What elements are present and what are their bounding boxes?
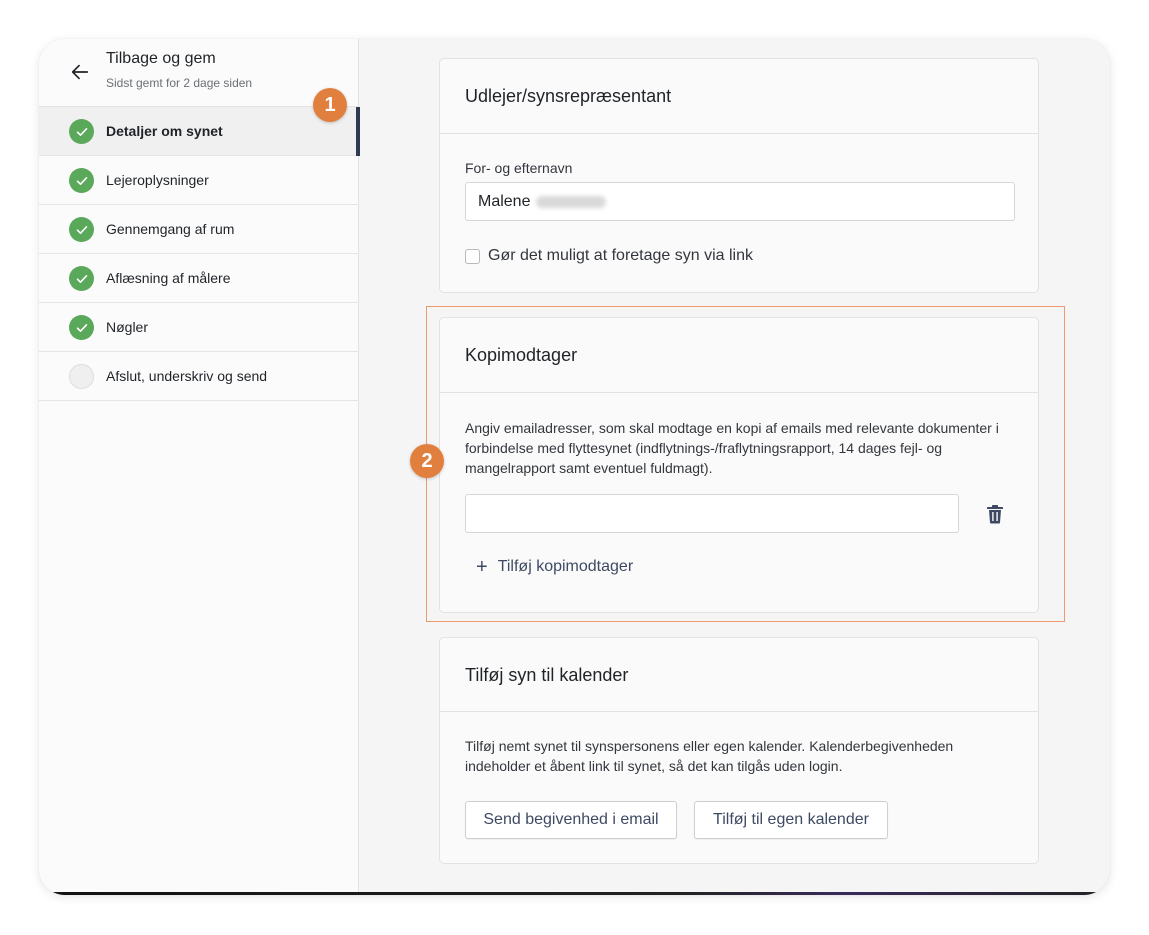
link-inspection-checkbox[interactable]	[465, 249, 480, 264]
card-title: Kopimodtager	[465, 345, 578, 365]
empty-circle-icon	[69, 364, 94, 389]
check-circle-icon	[69, 266, 94, 291]
sidebar-header[interactable]	[39, 39, 359, 107]
sidebar-item-label: Afslut, underskriv og send	[106, 368, 268, 384]
check-circle-icon	[69, 119, 94, 144]
send-event-email-button[interactable]: Send begivenhed i email	[465, 801, 677, 839]
sidebar-item-label: Gennemgang af rum	[106, 221, 235, 237]
sidebar-item-label: Detaljer om synet	[106, 123, 223, 139]
redacted-surname	[536, 196, 606, 208]
highlight-box	[426, 306, 1065, 622]
sidebar-item-keys[interactable]	[39, 303, 359, 352]
sidebar-item-room-review[interactable]	[39, 205, 359, 254]
step-badge-1: 1	[313, 88, 347, 122]
sidebar-item-details[interactable]	[39, 107, 359, 156]
card-header	[440, 638, 1038, 712]
check-circle-icon	[69, 217, 94, 242]
landlord-card	[439, 58, 1039, 293]
card-title: Tilføj syn til kalender	[465, 665, 629, 685]
card-header	[440, 59, 1038, 134]
calendar-card	[439, 637, 1039, 864]
sidebar-item-meter-reading[interactable]	[39, 254, 359, 303]
sidebar-item-finish[interactable]	[39, 352, 359, 401]
check-circle-icon	[69, 168, 94, 193]
back-title[interactable]: Tilbage og gem	[106, 50, 216, 67]
name-field[interactable]	[465, 182, 1015, 221]
step-badge-2: 2	[410, 444, 444, 478]
sidebar-item-label: Aflæsning af målere	[106, 270, 231, 286]
sidebar-item-label: Lejeroplysninger	[106, 172, 209, 188]
name-value: Malene	[478, 192, 531, 210]
name-field-label: For- og efternavn	[465, 160, 573, 176]
add-copy-recipient-label: Tilføj kopimodtager	[497, 558, 634, 575]
sidebar-item-label: Nøgler	[106, 319, 149, 335]
active-indicator	[356, 107, 360, 156]
app-window	[39, 39, 1110, 895]
card-title: Udlejer/synsrepræsentant	[465, 86, 672, 106]
plus-icon: +	[476, 556, 488, 578]
add-to-calendar-button[interactable]: Tilføj til egen kalender	[694, 801, 888, 839]
link-inspection-label[interactable]: Gør det muligt at foretage syn via link	[488, 247, 753, 264]
sidebar-item-tenant-info[interactable]	[39, 156, 359, 205]
arrow-left-icon[interactable]	[69, 61, 91, 83]
sidebar	[39, 39, 359, 895]
calendar-description: Tilføj nemt synet til synspersonens eller egen kalender. Kalenderbegivenheden indeholder et åbent link til synet, så det kan tilgås uden login.	[465, 738, 954, 774]
check-circle-icon	[69, 315, 94, 340]
copy-recipient-description: Angiv emailadresser, som skal modtage en kopi af emails med relevante dokumenter i forbindelse med flyttesynet (indflytnings-/fraflytningsrapport, 14 dages fejl- og mangelrapport samt eventuel fuldmagt).	[465, 420, 999, 476]
last-saved-text: Sidst gemt for 2 dage siden	[106, 76, 253, 90]
